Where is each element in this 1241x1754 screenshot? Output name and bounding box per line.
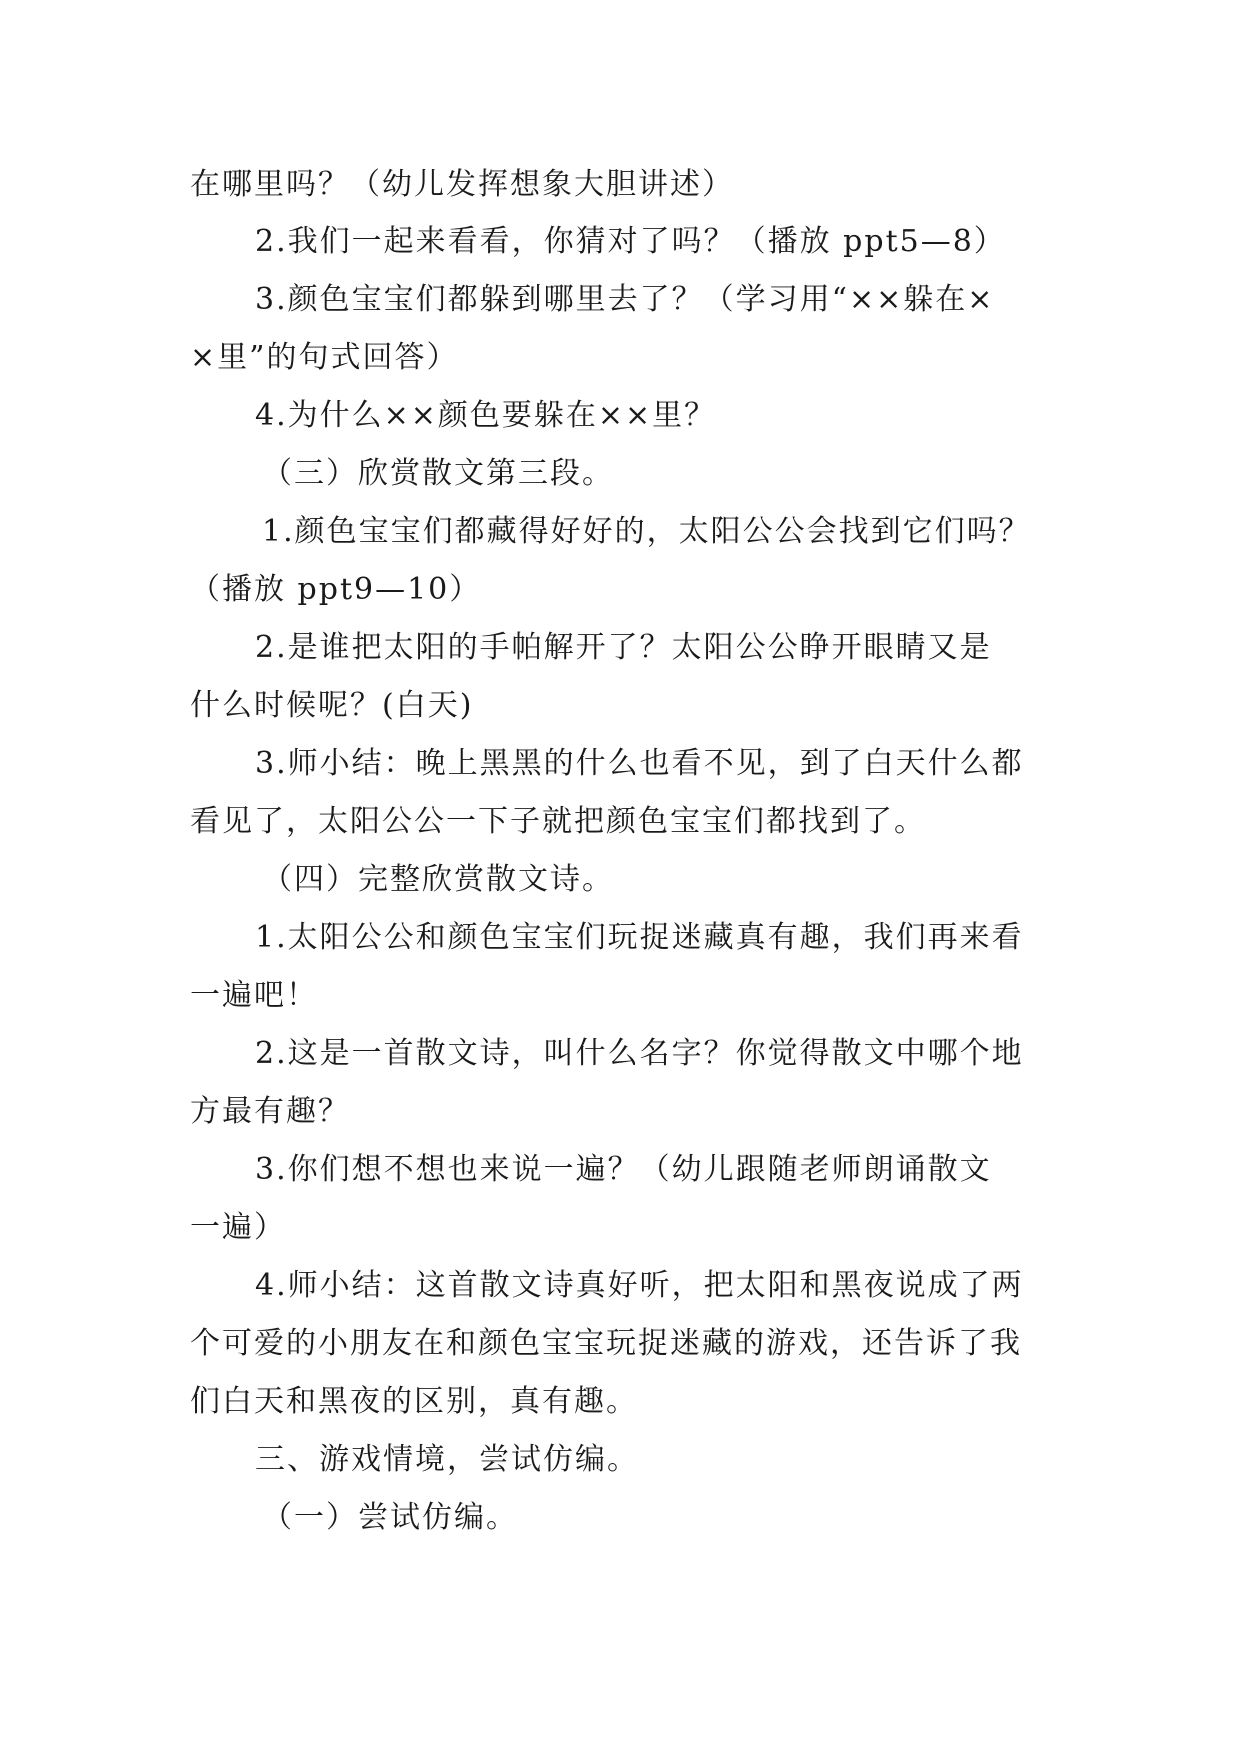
text-line-5: 4.为什么××颜色要躲在××里？ [255, 398, 717, 433]
section-heading-one: （一）尝试仿编。 [262, 1500, 518, 1535]
text-line-19: 一遍） [190, 1210, 286, 1245]
section-heading-four: （四）完整欣赏散文诗。 [262, 862, 614, 897]
text-line-21: 个可爱的小朋友在和颜色宝宝玩捉迷藏的游戏，还告诉了我 [190, 1326, 1022, 1361]
text-line-12: 看见了，太阳公公一下子就把颜色宝宝们都找到了。 [190, 804, 926, 839]
text-line-8: （播放 ppt9—10） [190, 572, 482, 607]
text-line-22: 们白天和黑夜的区别，真有趣。 [190, 1384, 638, 1419]
text-line-7: 1.颜色宝宝们都藏得好好的，太阳公公会找到它们吗？ [262, 514, 1031, 549]
text-line-4: ×里”的句式回答） [190, 340, 459, 375]
text-line-14: 1.太阳公公和颜色宝宝们玩捉迷藏真有趣，我们再来看 [255, 920, 1024, 955]
text-line-15: 一遍吧！ [190, 978, 318, 1013]
text-line-9: 2.是谁把太阳的手帕解开了？太阳公公睁开眼睛又是 [255, 630, 992, 665]
section-heading-three: （三）欣赏散文第三段。 [262, 456, 614, 491]
text-line-3: 3.颜色宝宝们都躲到哪里去了？（学习用“××躲在× [255, 282, 995, 317]
section-heading-game: 三、游戏情境，尝试仿编。 [255, 1442, 639, 1477]
text-line-11: 3.师小结：晚上黑黑的什么也看不见，到了白天什么都 [255, 746, 1024, 781]
text-line-10: 什么时候呢？(白天) [190, 688, 474, 723]
text-line-2: 2.我们一起来看看，你猜对了吗？（播放 ppt5—8） [255, 224, 1006, 259]
text-line-1: 在哪里吗？（幼儿发挥想象大胆讲述） [190, 167, 734, 202]
text-line-20: 4.师小结：这首散文诗真好听，把太阳和黑夜说成了两 [255, 1268, 1024, 1303]
text-line-18: 3.你们想不想也来说一遍？（幼儿跟随老师朗诵散文 [255, 1152, 992, 1187]
text-line-17: 方最有趣？ [190, 1094, 350, 1129]
text-line-16: 2.这是一首散文诗，叫什么名字？你觉得散文中哪个地 [255, 1036, 1024, 1071]
